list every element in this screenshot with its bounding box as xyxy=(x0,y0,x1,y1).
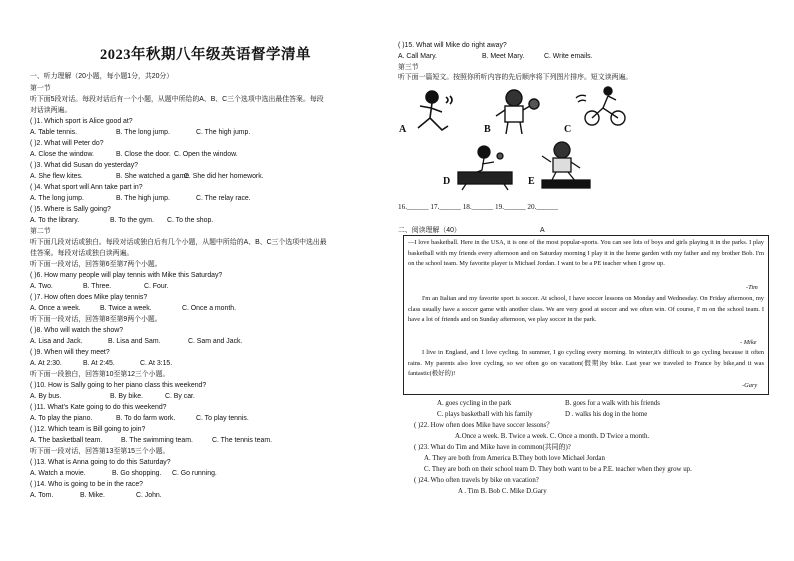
passage-gary: I live in England, and I love cycling. In summer, I go cycling every morning. In winter,it's difficult to go cycling because it often rains. My parents also love cycling, so we often go on vacation(假期)by bike. Last year we traveled to France by bike,and it was fantastic(极好的)! xyxy=(408,349,764,378)
question-2-options: A. Close the window. B. Close the door. C. Open the window. xyxy=(30,151,238,158)
question-10-options: A. By bus. B. By bike. C. By car. xyxy=(30,393,195,400)
signature-tim: -Tim xyxy=(746,284,758,291)
question-7: ( )7. How often does Mike play tennis? xyxy=(30,294,148,301)
question-3-options: A. She flew kites. B. She watched a game.C. She did her homework. xyxy=(30,173,264,180)
question-2: ( )2. What will Peter do? xyxy=(30,140,104,147)
basketball-picture xyxy=(496,90,539,134)
cycling-picture xyxy=(576,87,625,125)
picture-label-a: A xyxy=(399,124,407,135)
instruction-q6-7: 听下面一段对话，回答第6至第7两个小题。 xyxy=(30,261,162,268)
part1-instruction-1: 听下面5段对话。每段对话后有一个小题，从题中所给的A、B、C三个选项中选出最佳答案。每段 xyxy=(30,96,324,103)
passage-tim: —I love basketball. Here in the USA, it is one of the most popular-sports. You can see lots of boys and girls playing it in the parks. I play basketball with my friends every afternoon and on Saturday morning I play it in the home garden with my father and my brother Bob. I'm on the school team. My favorite player is Michael Jordan. I want to be a PE teacher when I grow up. xyxy=(408,239,764,268)
question-1: ( )1. Which sport is Alice good at? xyxy=(30,118,133,125)
question-8-options: A. Lisa and Jack. B. Lisa and Sam. C. Sam and Jack. xyxy=(30,338,243,345)
question-11: ( )11. What’s Kate going to do this weekend? xyxy=(30,404,167,411)
question-9-options: A. At 2:30. B. At 2:45. C. At 3:15. xyxy=(30,360,173,367)
question-4: ( )4. What sport will Ann take part in? xyxy=(30,184,143,191)
question-6: ( )6. How many people will play tennis with Mike this Saturday? xyxy=(30,272,223,279)
question-15: ( )15. What will Mike do right away? xyxy=(398,42,507,49)
runner-picture xyxy=(418,91,452,130)
section1-heading: 一、听力理解（20小题，每小题1分，共20分） xyxy=(30,73,174,80)
passage-mike: I'm an Italian and my favorite sport is soccer. At school, I have soccer lessons on Monday and Wednesday. On Friday afternoon, my class usually have a soccer game with another class. We are very good at soccer and we often win. Of course, I' m on the school team. I have a lot of friends and on Sunday afternoon, we play soccer in the park. xyxy=(408,295,764,324)
question-5: ( )5. Where is Sally going? xyxy=(30,206,111,213)
question-9: ( )9. When will they meet? xyxy=(30,349,110,356)
question-24-options: A . Tim B. Bob C. Mike D.Gary xyxy=(458,488,547,495)
question-4-options: A. The long jump. B. The high jump. C. The relay race. xyxy=(30,195,251,202)
table-tennis-picture xyxy=(458,146,512,190)
signature-mike: - Mike xyxy=(740,339,757,346)
question-12-options: A. The basketball team. B. The swimming team. C. The tennis team. xyxy=(30,437,273,444)
picture-label-c: C xyxy=(564,124,572,135)
question-11-options: A. To play the piano. B. To do farm work. C. To play tennis. xyxy=(30,415,249,422)
question-12: ( )12. Which team is Bill going to join? xyxy=(30,426,146,433)
part1-instruction-2: 对话读两遍。 xyxy=(30,107,72,114)
picture-label-e: E xyxy=(528,176,535,187)
question-7-options: A. Once a week. B. Twice a week. C. Once a month. xyxy=(30,305,237,312)
section2-heading: 二、阅读理解（40） xyxy=(398,227,461,234)
question-15-options: A. Call Mary. B. Meet Mary. C. Write emails. xyxy=(398,53,593,60)
question-13: ( )13. What is Anna going to do this Saturday? xyxy=(30,459,171,466)
question-24: ( )24. Who often travels by bike on vacation? xyxy=(414,477,539,484)
part2-instruction-2: 佳答案。每段对话或独白读两遍。 xyxy=(30,250,134,257)
question-23-options-cd: C. They are both on their school team D. They both want to be a P.E. teacher when they grow up. xyxy=(424,466,692,473)
page-title: 2023年秋期八年级英语督学清单 xyxy=(100,47,311,63)
question-23-options-ab: A. They are both from America B.They both love Michael Jordan xyxy=(424,455,605,462)
instruction-q13-15: 听下面一段对话，回答第13至第15三个小题。 xyxy=(30,448,170,455)
part3-heading: 第三节 xyxy=(398,64,419,71)
part3-instruction: 听下面一篇短文。按照你所听内容的先后顺序将下列图片排序。短文读两遍。 xyxy=(398,74,633,81)
question-22-options: A.Once a week. B. Twice a week. C. Once a month. D Twice a month. xyxy=(455,433,650,440)
signature-gary: -Gary xyxy=(742,382,758,389)
instruction-q10-12: 听下面一段独白，回答第10至第12三个小题。 xyxy=(30,371,170,378)
picture-label-d: D xyxy=(443,176,451,187)
instruction-q8-9: 听下面一段对话，回答第8至第9两个小题。 xyxy=(30,316,162,323)
question-6-options: A. Two. B. Three. C. Four. xyxy=(30,283,169,290)
section2-part-label: A xyxy=(540,227,545,234)
part2-instruction-1: 听下面几段对话或独白。每段对话或独白后有几个小题，从题中所给的A、B、C三个选项中选出最 xyxy=(30,239,327,246)
listening-pictures xyxy=(396,84,636,194)
question-1-options: A. Table tennis. B. The long jump. C. The high jump. xyxy=(30,129,251,136)
part1-heading: 第一节 xyxy=(30,85,51,92)
question-14-options: A. Tom. B. Mike. C. John. xyxy=(30,492,162,499)
question-13-options: A. Watch a movie. B. Go shopping. C. Go running. xyxy=(30,470,217,477)
picture-label-b: B xyxy=(484,124,491,135)
answer-blanks: 16.______ 17.______ 18.______ 19.______ 20.______ xyxy=(398,203,558,211)
question-3: ( )3. What did Susan do yesterday? xyxy=(30,162,139,169)
question-23: ( )23. What do Tim and Mike have in common(共同的)? xyxy=(414,444,571,451)
soccer-picture xyxy=(542,142,590,188)
question-22: ( )22. How often does Mike have soccer lessons？ xyxy=(414,422,554,429)
question-8: ( )8. Who will watch the show? xyxy=(30,327,124,334)
question-10: ( )10. How is Sally going to her piano class this weekend? xyxy=(30,382,207,389)
question-5-options: A. To the library. B. To the gym. C. To the shop. xyxy=(30,217,214,224)
question-21-options-cd: C. plays basketball with his family D . walks his dog in the home xyxy=(437,411,648,418)
question-21-options-ab: A. goes cycling in the park B. goes for a walk with his friends xyxy=(437,400,660,407)
part2-heading: 第二节 xyxy=(30,228,51,235)
question-14: ( )14. Who is going to be in the race? xyxy=(30,481,143,488)
